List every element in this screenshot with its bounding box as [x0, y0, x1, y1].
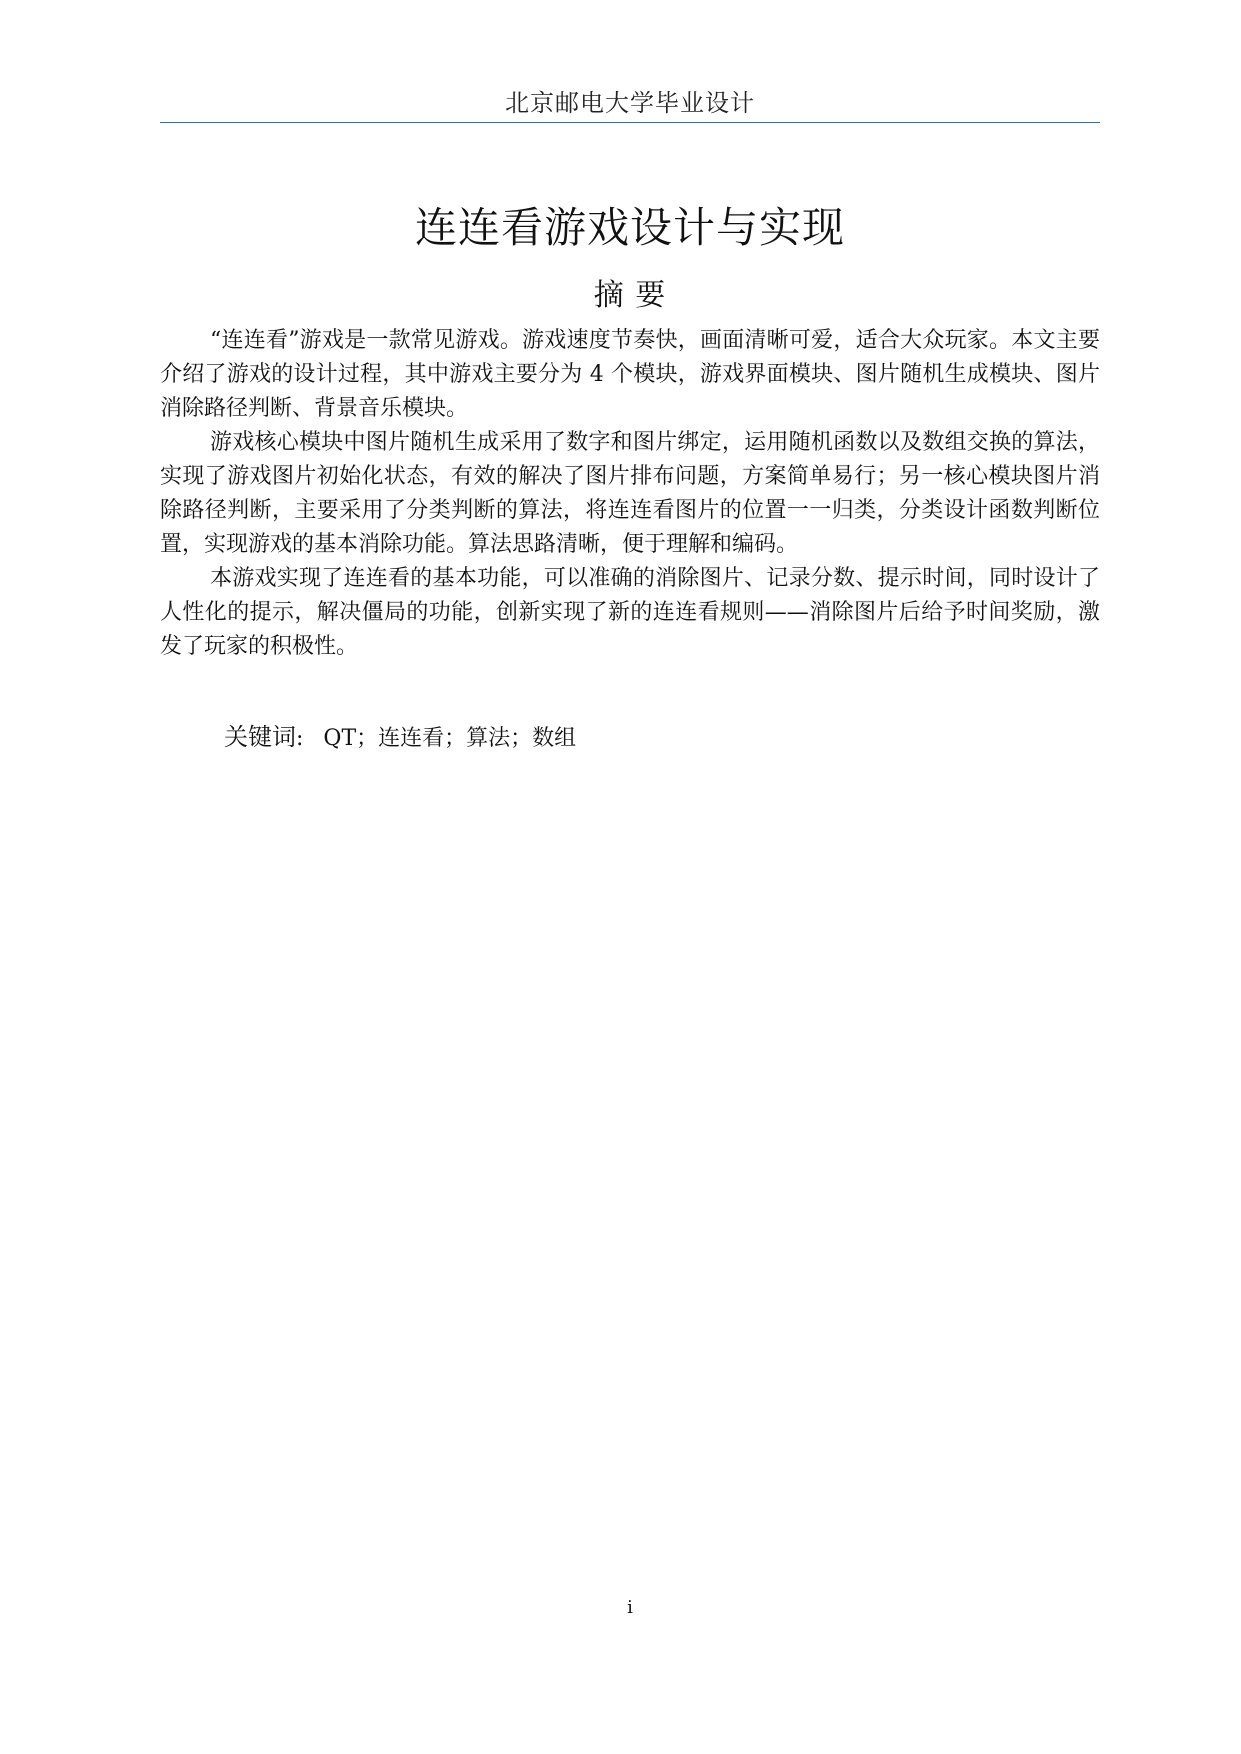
abstract-paragraph-3: 本游戏实现了连连看的基本功能，可以准确的消除图片、记录分数、提示时间，同时设计了人性化的提示，解决僵局的功能，创新实现了新的连连看规则——消除图片后给予时间奖励，激发了玩家的积极性。 — [160, 566, 1100, 659]
abstract-heading: 摘 要 — [593, 278, 667, 313]
page-number: i — [627, 1597, 633, 1618]
document-title: 连连看游戏设计与实现 — [414, 203, 845, 252]
keywords-label: 关键词 — [224, 723, 296, 751]
abstract-body — [160, 324, 1100, 664]
keywords-list: QT；连连看；算法；数组 — [323, 726, 577, 751]
header-rule — [160, 122, 1100, 123]
keywords-separator: : — [296, 726, 304, 751]
abstract-paragraph-1: “连连看”游戏是一款常见游戏。游戏速度节奏快，画面清晰可爱，适合大众玩家。本文主要介绍了游戏的设计过程，其中游戏主要分为 4 个模块，游戏界面模块、图片随机生成模块、图片消除路径判断、背景音乐模块。 — [160, 328, 1100, 421]
keywords-line — [224, 720, 576, 756]
running-header: 北京邮电大学毕业设计 — [505, 89, 755, 117]
abstract-paragraph-2: 游戏核心模块中图片随机生成采用了数字和图片绑定，运用随机函数以及数组交换的算法，实现了游戏图片初始化状态，有效的解决了图片排布问题，方案简单易行；另一核心模块图片消除路径判断，主要采用了分类判断的算法，将连连看图片的位置一一归类，分类设计函数判断位置，实现游戏的基本消除功能。算法思路清晰，便于理解和编码。 — [160, 430, 1100, 557]
